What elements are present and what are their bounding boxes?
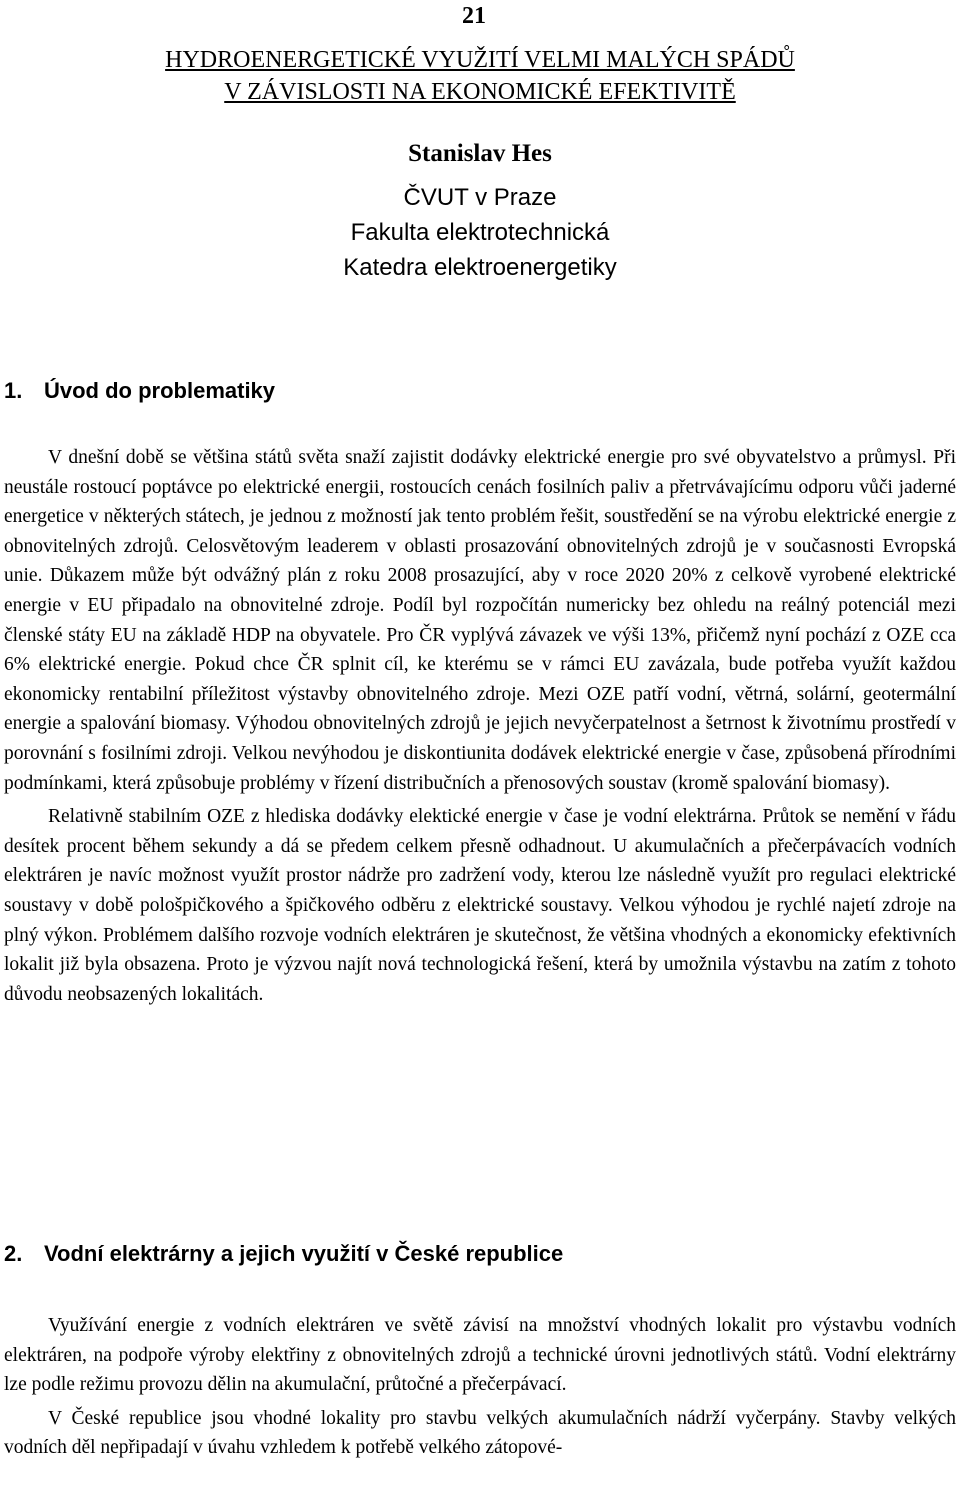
section-number: 1. <box>4 378 23 403</box>
section-title: Vodní elektrárny a jejich využití v České republice <box>44 1241 564 1266</box>
section-heading-1 <box>4 376 275 406</box>
paragraph: V dnešní době se většina států světa snaží zajistit dodávky elektrické energie pro své obyvatelstvo a průmysl. Při neustále rostoucí poptávce po elektrické energii, rostoucích cenách fosilních paliv a přetrvávajícímu odporu vůči jaderné energetice v některých státech, je jednou z možností jak tento problém řešit, soustředění se na výrobu elektrické energie z obnovitelných zdrojů. Celosvětovým leaderem v oblasti prosazování obnovitelných zdrojů je v současnosti Evropská unie. Důkazem může být odvážný plán z roku 2008 prosazující, aby v roce 2020 20% z celkově vyrobené elektrické energie v EU připadalo na obnovitelné zdroje. Podíl byl rozpočítán numericky bez ohledu na reálný potenciál mezi členské státy EU na základě HDP na obyvatele. Pro ČR vyplývá závazek ve výši 13%, přičemž nyní pochází z OZE cca 6% elektrické energie. Pokud chce ČR splnit cíl, ke kterému se v rámci EU zavázala, bude potřeba využít každou ekonomicky rentabilní příležitost výstavby obnovitelného zdroje. Mezi OZE patří vodní, větrná, solární, geotermální energie a spalování biomasy. Výhodou obnovitelných zdrojů je jejich nevyčerpatelnost a šetrnost k životnímu prostředí v porovnání s fosilními zdroji. Velkou nevýhodou je diskontiunita dodávek elektrické energie v čase, způsobená přírodními podmínkami, která způsobuje problémy v řízení distribučních a přenosových soustav (kromě spalování biomasy). <box>4 447 956 794</box>
section-1-body <box>4 443 956 1009</box>
paper-title <box>0 44 960 108</box>
section-title: Úvod do problematiky <box>44 378 276 403</box>
section-2-body <box>4 1311 956 1463</box>
paragraph: Relativně stabilním OZE z hlediska dodávky elektické energie v čase je vodní elektrárna. Průtok se nemění v řádu desítek procent během sekundy a dá se předem celkem přesně odhadnout. U akumulačních a přečerpávacích vodních elektráren je navíc možnost využít prostor nádrže pro zadržení vody, kterou lze následně využít pro regulaci elektrické soustavy v době pološpičkového a špičkového odběru z elektrické soustavy. Velkou výhodou je rychlé najetí zdroje na plný výkon. Problémem dalšího rozvoje vodních elektráren je skutečnost, že většina vhodných a ekonomicky efektivních lokalit již byla obsazena. Proto je výzvou najít nová technologická řešení, která by umožnila výstavbu na zatím z tohoto důvodu neobsazených lokalitách. <box>4 806 956 1005</box>
affiliation-university: ČVUT v Praze <box>403 184 557 211</box>
paper-title-line-2: V ZÁVISLOSTI NA EKONOMICKÉ EFEKTIVITĚ <box>224 79 736 105</box>
paper-title-line-1: HYDROENERGETICKÉ VYUŽITÍ VELMI MALÝCH SPÁDŮ <box>165 47 795 73</box>
affiliation-faculty: Fakulta elektrotechnická <box>350 219 610 246</box>
section-heading-2 <box>4 1239 563 1269</box>
affiliation-department: Katedra elektroenergetiky <box>343 254 617 281</box>
affiliation <box>0 180 960 285</box>
author-name: Stanislav Hes <box>408 140 552 167</box>
page-number: 21 <box>462 3 486 29</box>
section-number: 2. <box>4 1241 23 1266</box>
paragraph: V České republice jsou vhodné lokality pro stavbu velkých akumulačních nádrží vyčerpány. Stavby velkých vodních děl nepřipadají v úvahu vzhledem k potřebě velkého zátopové- <box>4 1407 956 1459</box>
paragraph: Využívání energie z vodních elektráren ve světě závisí na množství vhodných lokalit pro výstavbu vodních elektráren, na podpoře výroby elektřiny z obnovitelných zdrojů a technické úrovni jednotlivých států. Vodní elektrárny lze podle režimu provozu dělin na akumulační, průtočné a přečerpávací. <box>4 1315 956 1396</box>
